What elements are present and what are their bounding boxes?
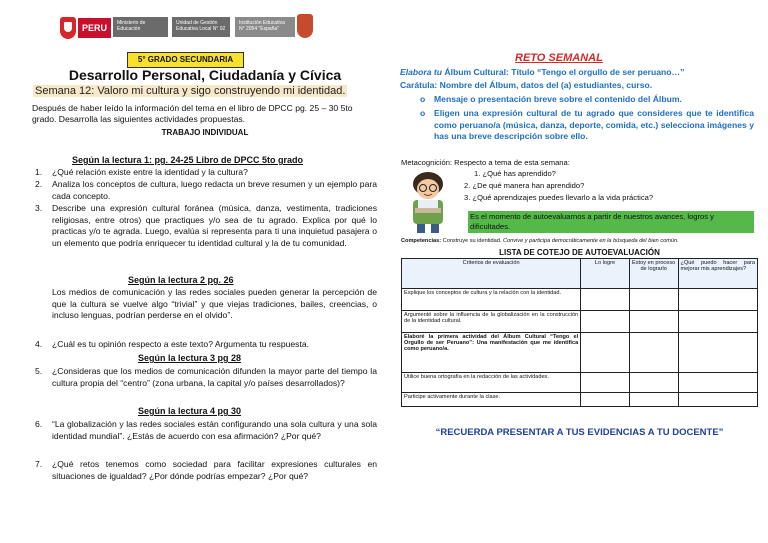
lo-logre-cell[interactable] bbox=[581, 373, 630, 393]
week-title: Semana 12: Valoro mi cultura y sigo construyendo mi identidad. bbox=[35, 85, 346, 97]
intro-text: Después de haber leído la información del tema en el libro de DPCC pg. 25 – 30 5to grado. Desarrolla las siguientes actividades propuestas. bbox=[32, 103, 353, 124]
peru-logo bbox=[60, 16, 115, 40]
column-header: Estoy en proceso de lograrlo bbox=[629, 259, 678, 289]
item-number: 3. bbox=[35, 203, 43, 213]
competencias-line bbox=[401, 238, 761, 244]
activity-item: ¿Cuál es tu opinión respecto a este texto? Argumenta tu respuesta. bbox=[52, 339, 310, 349]
lo-logre-cell[interactable] bbox=[581, 393, 630, 407]
item-number: 5. bbox=[35, 366, 43, 376]
criterion-cell: Utilice buena ortografía en la redacción de las actividades. bbox=[402, 373, 581, 393]
metacognition-label: Metacognición: Respecto a tema de esta semana: bbox=[401, 158, 570, 167]
student-illustration-icon bbox=[400, 170, 456, 235]
table-row bbox=[402, 333, 758, 373]
en-proceso-cell[interactable] bbox=[629, 311, 678, 333]
ugel-label: Unidad de Gestión Educativa Local N° 02 bbox=[172, 17, 230, 37]
school-crest-icon bbox=[297, 14, 313, 38]
item-number: 1. bbox=[35, 167, 43, 177]
en-proceso-cell[interactable] bbox=[629, 393, 678, 407]
activity-item: ¿Qué relación existe entre la identidad y la cultura? bbox=[52, 167, 248, 177]
activity-item: ¿Consideras que los medios de comunicación difunden la mayor parte del tiempo la cultura propia del “centro” (zona urbana, la capital y/o países desarrollados)? bbox=[52, 366, 377, 388]
bullet-icon: o bbox=[420, 94, 426, 104]
mejora-cell[interactable] bbox=[678, 311, 758, 333]
column-header: ¿Qué puedo hacer para mejorar mis aprendizajes? bbox=[678, 259, 758, 289]
metacognition-question: 1. ¿Qué has aprendido? bbox=[474, 169, 556, 178]
mejora-cell[interactable] bbox=[678, 393, 758, 407]
criterion-cell: Argumenté sobre la influencia de la globalización en la construcción de la identidad cultural. bbox=[402, 311, 581, 333]
reto-bullet-text: Mensaje o presentación breve sobre el contenido del Álbum. bbox=[434, 94, 682, 104]
activity-item: Describe una expresión cultural foránea (música, danza, vestimenta, tradiciones religiosas, entre otros) que practiques y/o sea de tu agrado. Explica por qué lo practicas y/o te agrada. Luego, evalúa si representa para ti una inquietud pasajera o un elemento que podría enriquecer tu identidad cultural y la de tu comunidad. bbox=[52, 203, 377, 249]
section-heading-reading-3: Según la lectura 3 pg 28 bbox=[138, 353, 242, 363]
activity-item: ¿Qué retos tenemos como sociedad para facilitar expresiones culturales en situaciones de igualdad? ¿Por dónde podrías empezar? ¿Por qué? bbox=[52, 459, 377, 481]
table-row bbox=[402, 311, 758, 333]
mejora-cell[interactable] bbox=[678, 289, 758, 311]
grade-badge: 5° GRADO SECUNDARIA bbox=[127, 52, 244, 68]
album-instruction-text: Álbum Cultural: Título “Tengo el orgullo de ser peruano…” bbox=[442, 67, 685, 77]
reminder-text: “RECUERDA PRESENTAR A TUS EVIDENCIAS A TU DOCENTE” bbox=[435, 427, 724, 438]
section-heading-reading-4: Según la lectura 4 pg 30 bbox=[138, 406, 242, 416]
criterion-cell: Elaboré la primera actividad del Álbum Cultural “Tengo el Orgullo de ser Peruano”: Una manifestación que me identifica como peruano/a. bbox=[402, 333, 581, 373]
reto-bullet bbox=[420, 94, 754, 106]
institution-label: Institución Educativa N° 2054 "España" bbox=[235, 17, 295, 37]
album-instruction-prefix: Elabora tu bbox=[400, 67, 443, 77]
table-header-row bbox=[402, 259, 758, 289]
en-proceso-cell[interactable] bbox=[629, 289, 678, 311]
table-row bbox=[402, 289, 758, 311]
competencias-italic: Convive y participa democráticamente en la búsqueda del bien común. bbox=[503, 238, 679, 244]
column-header: Lo logre bbox=[581, 259, 630, 289]
mejora-cell[interactable] bbox=[678, 373, 758, 393]
lo-logre-cell[interactable] bbox=[581, 333, 630, 373]
criterion-cell: Explique los conceptos de cultura y la relación con la identidad. bbox=[402, 289, 581, 311]
en-proceso-cell[interactable] bbox=[629, 373, 678, 393]
reto-bullet bbox=[420, 108, 754, 143]
en-proceso-cell[interactable] bbox=[629, 333, 678, 373]
table-row bbox=[402, 393, 758, 407]
album-instruction bbox=[400, 67, 760, 77]
reading-quote: Los medios de comunicación y las redes sociales pueden generar la percepción de que la cultura se vuelve algo “trivial” y que viejas tradiciones, bailes, creencias, o incluso lenguas, podrían perderse en el olvido”. bbox=[52, 287, 377, 321]
peru-shield-icon bbox=[60, 17, 76, 39]
item-number: 2. bbox=[35, 179, 43, 189]
competencias-text: Construye su identidad. bbox=[441, 238, 503, 244]
reto-title: RETO SEMANAL bbox=[515, 52, 603, 64]
column-header: Criterios de evaluación bbox=[402, 259, 581, 289]
metacognition-question: 2. ¿De qué manera han aprendido? bbox=[464, 181, 585, 190]
course-title: Desarrollo Personal, Ciudadanía y Cívica bbox=[68, 67, 342, 83]
cover-instruction: Carátula: Nombre del Álbum, datos del (a) estudiantes, curso. bbox=[400, 80, 653, 90]
item-number: 4. bbox=[35, 339, 43, 349]
mejora-cell[interactable] bbox=[678, 333, 758, 373]
bullet-icon: o bbox=[420, 108, 426, 118]
self-evaluation-table bbox=[401, 258, 758, 407]
lo-logre-cell[interactable] bbox=[581, 311, 630, 333]
criterion-cell: Participe activamente durante la clase. bbox=[402, 393, 581, 407]
table-row bbox=[402, 373, 758, 393]
work-type-label: TRABAJO INDIVIDUAL bbox=[161, 128, 249, 137]
competencias-label: Competencias: bbox=[401, 238, 442, 244]
reto-bullet-text: Eligen una expresión cultural de tu agrado que consideres que te identifica como peruano/a (música, danza, deporte, comida, etc.) selecciona imágenes y has una breve descripción sobre ello. bbox=[434, 108, 754, 142]
metacognition-question: 3. ¿Qué aprendizajes puedes llevarlo a la vida práctica? bbox=[464, 193, 654, 202]
section-heading-reading-2: Según la lectura 2 pg. 26 bbox=[128, 275, 234, 285]
activity-item: Analiza los conceptos de cultura, luego redacta un breve resumen y un ejemplo para cada concepto. bbox=[52, 179, 377, 201]
section-heading-reading-1: Según la lectura 1: pg. 24-25 Libro de DPCC 5to grado bbox=[72, 155, 304, 165]
peru-label: PERU bbox=[78, 18, 111, 38]
lo-logre-cell[interactable] bbox=[581, 289, 630, 311]
activity-item: “La globalización y las redes sociales están configurando una sola cultura y una sola identidad mundial”. ¿Estás de acuerdo con esa afirmación? ¿Por qué? bbox=[52, 419, 377, 441]
self-evaluation-highlight: Es el momento de autoevaluarnos a partir de nuestros avances, logros y dificultades. bbox=[468, 211, 754, 233]
minedu-label: Ministerio de Educación bbox=[113, 17, 168, 37]
item-number: 6. bbox=[35, 419, 43, 429]
item-number: 7. bbox=[35, 459, 43, 469]
checklist-title: LISTA DE COTEJO DE AUTOEVALUACIÓN bbox=[499, 248, 660, 257]
